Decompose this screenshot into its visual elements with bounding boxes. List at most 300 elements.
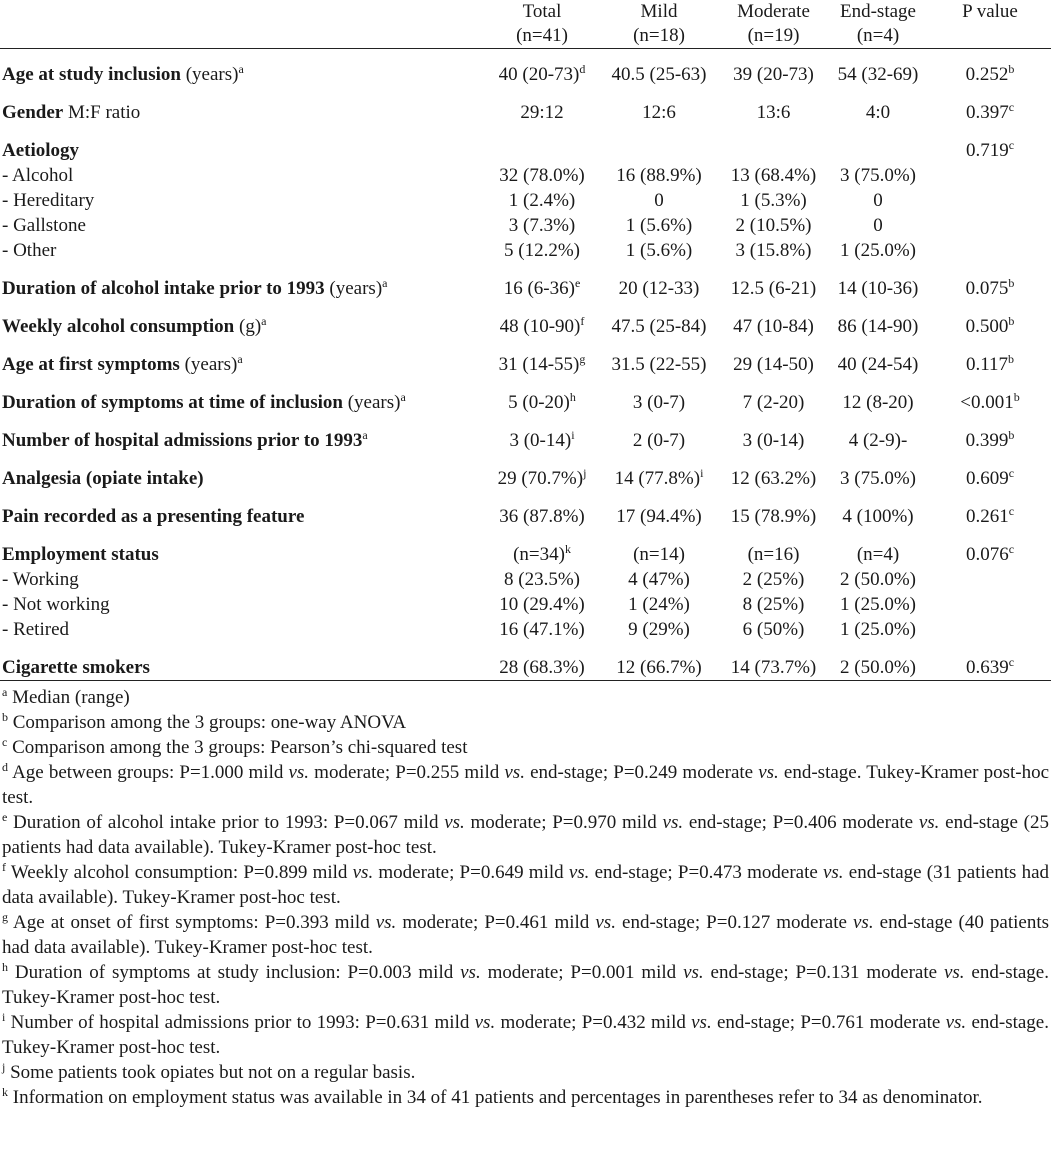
cell-p-value-value: 0.609	[965, 468, 1009, 489]
row-label	[0, 213, 486, 238]
cell-moderate	[720, 238, 827, 263]
cell-moderate	[720, 125, 827, 163]
cell-end-stage	[827, 529, 929, 567]
cell-moderate-value: 12.5 (6-21)	[730, 278, 817, 299]
row-label-bold: Age at study inclusion	[2, 64, 181, 85]
cell-p-value	[929, 415, 1051, 453]
row-label	[0, 529, 486, 567]
cell-total-value: 16 (6-36)	[503, 278, 575, 299]
header-cell-total	[486, 0, 598, 49]
cell-mild-value: 20 (12-33)	[618, 278, 700, 299]
table-row	[0, 415, 1051, 453]
header-count: (n=19)	[747, 25, 800, 46]
footnote-mark: f	[2, 860, 6, 874]
header-cell-p-value	[929, 0, 1051, 49]
cell-p-value-value: 0.399	[965, 430, 1009, 451]
cell-end-stage-value: 14 (10-36)	[837, 278, 919, 299]
cell-p-value-value: 0.117	[965, 354, 1009, 375]
cell-moderate-value: 3 (0-14)	[742, 430, 805, 451]
header-count: (n=41)	[516, 25, 568, 46]
row-label	[0, 567, 486, 592]
cell-moderate	[720, 188, 827, 213]
footnote-mark: a	[2, 685, 8, 699]
header-label: P value	[962, 1, 1018, 22]
cell-p-value-value: 0.639	[965, 657, 1009, 678]
cell-p-value-footnote-mark: c	[1008, 138, 1015, 152]
table-row	[0, 642, 1051, 681]
cell-moderate	[720, 87, 827, 125]
cell-p-value	[929, 125, 1051, 163]
cell-mild	[598, 453, 720, 491]
footnote-mark: i	[2, 1010, 6, 1024]
cell-total	[486, 617, 598, 642]
cell-end-stage-value: 1 (25.0%)	[840, 619, 916, 640]
cell-total	[486, 49, 598, 88]
cell-total	[486, 213, 598, 238]
cell-moderate-value: 7 (2-20)	[742, 392, 805, 413]
cell-total	[486, 415, 598, 453]
cell-total	[486, 491, 598, 529]
table-row	[0, 213, 1051, 238]
table-row	[0, 529, 1051, 567]
footnote-text: Comparison among the 3 groups: one-way ANOVA	[8, 712, 407, 733]
row-label-rest: (years)	[324, 278, 383, 299]
cell-p-value-footnote-mark: b	[1008, 276, 1015, 290]
cell-total-footnote-mark: e	[574, 276, 581, 290]
cell-p-value	[929, 188, 1051, 213]
table-row	[0, 301, 1051, 339]
row-label	[0, 188, 486, 213]
cell-moderate-value: 12 (63.2%)	[730, 468, 817, 489]
cell-total	[486, 87, 598, 125]
header-cell-mild	[598, 0, 720, 49]
cell-moderate	[720, 453, 827, 491]
row-label-footnote-mark: a	[238, 62, 244, 76]
cell-total-value: 10 (29.4%)	[499, 594, 585, 615]
cell-total	[486, 642, 598, 681]
row-label-rest: - Working	[2, 569, 79, 590]
cell-end-stage	[827, 188, 929, 213]
cell-moderate-value: 1 (5.3%)	[740, 190, 807, 211]
footnote-text: Weekly alcohol consumption: P=0.899 mild vs. moderate; P=0.649 mild vs. end-stage; P=0.473 moderate vs. end-stage (31 patients had data available). Tukey-Kramer post-hoc test.	[2, 862, 1049, 908]
cell-end-stage	[827, 263, 929, 301]
table-row	[0, 238, 1051, 263]
row-label	[0, 339, 486, 377]
cell-mild-value: 2 (0-7)	[632, 430, 686, 451]
cell-mild-value: 3 (0-7)	[632, 392, 686, 413]
row-label	[0, 238, 486, 263]
cell-p-value	[929, 491, 1051, 529]
cell-end-stage	[827, 453, 929, 491]
row-label-bold: Aetiology	[2, 140, 80, 161]
cell-moderate	[720, 491, 827, 529]
footnote	[2, 710, 1049, 735]
cell-p-value	[929, 642, 1051, 681]
cell-p-value-value: 0.397	[965, 102, 1009, 123]
footnote	[2, 910, 1049, 960]
footnote-mark: e	[2, 810, 8, 824]
cell-total-value: 3 (0-14)	[509, 430, 572, 451]
cell-total-value: 31 (14-55)	[498, 354, 580, 375]
header-cell-variable	[0, 0, 486, 49]
cell-end-stage-value: 0	[873, 215, 883, 236]
cell-total-value: 16 (47.1%)	[499, 619, 585, 640]
header-label: Moderate	[737, 1, 810, 22]
table-row	[0, 377, 1051, 415]
row-label-footnote-mark: a	[237, 352, 243, 366]
footnotes	[2, 685, 1049, 1110]
cell-p-value	[929, 339, 1051, 377]
cell-p-value	[929, 301, 1051, 339]
header-cell-moderate	[720, 0, 827, 49]
cell-mild-value: 17 (94.4%)	[616, 506, 702, 527]
cell-total-value: 5 (12.2%)	[504, 240, 580, 261]
row-label	[0, 491, 486, 529]
row-label	[0, 453, 486, 491]
cell-moderate-value: 39 (20-73)	[733, 64, 814, 85]
row-label-bold: Cigarette smokers	[2, 657, 150, 678]
cell-total-value: 48 (10-90)	[499, 316, 581, 337]
row-label	[0, 263, 486, 301]
row-label	[0, 592, 486, 617]
header-cell-end-stage	[827, 0, 929, 49]
cell-end-stage-value: 4 (100%)	[842, 506, 914, 527]
cell-total-footnote-mark: k	[564, 542, 571, 556]
footnote-text: Median (range)	[7, 687, 130, 708]
row-label-rest: - Alcohol	[2, 165, 74, 186]
table-row	[0, 453, 1051, 491]
row-label	[0, 87, 486, 125]
cell-total-footnote-mark: d	[579, 62, 586, 76]
cell-p-value-footnote-mark: b	[1008, 352, 1015, 366]
cell-end-stage	[827, 163, 929, 188]
cell-moderate-value: 6 (50%)	[742, 619, 805, 640]
cell-mild	[598, 339, 720, 377]
cell-p-value-value: 0.252	[965, 64, 1009, 85]
cell-end-stage	[827, 642, 929, 681]
cell-end-stage-value: 4 (2-9)-	[848, 430, 908, 451]
cell-end-stage	[827, 339, 929, 377]
row-label-rest: - Gallstone	[2, 215, 86, 236]
cell-moderate-value: 47 (10-84)	[733, 316, 814, 337]
cell-total-value: 29 (70.7%)	[497, 468, 584, 489]
table-row	[0, 339, 1051, 377]
cell-end-stage	[827, 125, 929, 163]
cell-total	[486, 377, 598, 415]
cell-p-value	[929, 529, 1051, 567]
row-label-footnote-mark: a	[261, 314, 267, 328]
cell-end-stage-value: 4:0	[865, 102, 891, 123]
cell-total-value: 5 (0-20)	[508, 392, 570, 413]
cell-p-value-value: 0.500	[965, 316, 1009, 337]
header-label: Mild	[640, 1, 678, 22]
footnote	[2, 960, 1049, 1010]
footnote-mark: c	[2, 735, 8, 749]
row-label-bold: Analgesia (opiate intake)	[2, 468, 204, 489]
cell-p-value	[929, 263, 1051, 301]
table-body	[0, 49, 1051, 681]
cell-p-value-footnote-mark: c	[1008, 466, 1015, 480]
cell-total	[486, 188, 598, 213]
cell-total	[486, 453, 598, 491]
footnote-text: Information on employment status was available in 34 of 41 patients and percentages in parentheses refer to 34 as denominator.	[8, 1087, 983, 1108]
cell-p-value-footnote-mark: b	[1008, 62, 1015, 76]
cell-total-value: 3 (7.3%)	[508, 215, 576, 236]
table-row	[0, 188, 1051, 213]
cell-end-stage	[827, 415, 929, 453]
cell-moderate	[720, 339, 827, 377]
cell-end-stage-value: 2 (50.0%)	[840, 569, 916, 590]
cell-moderate	[720, 301, 827, 339]
cell-p-value	[929, 87, 1051, 125]
cell-p-value	[929, 213, 1051, 238]
cell-total	[486, 301, 598, 339]
cell-total	[486, 592, 598, 617]
cell-mild	[598, 491, 720, 529]
cell-mild	[598, 617, 720, 642]
cell-p-value	[929, 617, 1051, 642]
row-label-rest: - Hereditary	[2, 190, 95, 211]
cell-mild	[598, 301, 720, 339]
header-count: (n=4)	[856, 25, 900, 46]
row-label-rest: - Not working	[2, 594, 110, 615]
cell-mild	[598, 642, 720, 681]
cell-end-stage	[827, 567, 929, 592]
row-label-rest: (g)	[234, 316, 262, 337]
cell-mild-value: 1 (5.6%)	[625, 240, 693, 261]
cell-mild-value: 12:6	[642, 102, 676, 123]
cell-mild	[598, 263, 720, 301]
cell-end-stage-value: 86 (14-90)	[837, 316, 919, 337]
table-row	[0, 49, 1051, 88]
cell-end-stage	[827, 87, 929, 125]
table-header-row	[0, 0, 1051, 49]
cell-moderate	[720, 592, 827, 617]
cell-p-value	[929, 163, 1051, 188]
cell-mild-value: 1 (24%)	[628, 594, 690, 615]
row-label-bold: Number of hospital admissions prior to 1993	[2, 430, 363, 451]
cell-total-value: 36 (87.8%)	[499, 506, 585, 527]
row-label-rest: (years)	[342, 392, 401, 413]
cell-p-value-footnote-mark: b	[1013, 390, 1020, 404]
cell-moderate-value: 14 (73.7%)	[730, 657, 817, 678]
cell-mild	[598, 87, 720, 125]
table-row	[0, 125, 1051, 163]
cell-p-value	[929, 238, 1051, 263]
cell-mild-value: 40.5 (25-63)	[611, 64, 707, 85]
cell-total-value: (n=34)	[513, 544, 565, 565]
table-row	[0, 263, 1051, 301]
cell-mild-value: 9 (29%)	[628, 619, 690, 640]
row-label	[0, 642, 486, 681]
cell-total-value: 40 (20-73)	[498, 64, 580, 85]
row-label-bold: Employment status	[2, 544, 159, 565]
cell-p-value-footnote-mark: c	[1008, 100, 1015, 114]
footnote	[2, 1085, 1049, 1110]
cell-moderate-value: 15 (78.9%)	[730, 506, 817, 527]
row-label	[0, 377, 486, 415]
footnote-mark: d	[2, 760, 8, 774]
cell-moderate	[720, 163, 827, 188]
cell-mild-value: 16 (88.9%)	[616, 165, 702, 186]
cell-mild-value: 31.5 (22-55)	[611, 354, 707, 375]
footnote-text: Age between groups: P=1.000 mild vs. moderate; P=0.255 mild vs. end-stage; P=0.249 moderate vs. end-stage. Tukey-Kramer post-hoc test.	[2, 762, 1050, 808]
cell-p-value-value: 0.076	[965, 544, 1009, 565]
row-label	[0, 125, 486, 163]
footnote	[2, 1060, 1049, 1085]
cell-p-value-value: 0.719	[965, 140, 1009, 161]
row-label-rest: (years)	[180, 64, 239, 85]
footnote-text: Comparison among the 3 groups: Pearson’s chi-squared test	[7, 737, 468, 758]
cell-end-stage	[827, 238, 929, 263]
footnote-text: Age at onset of first symptoms: P=0.393 mild vs. moderate; P=0.461 mild vs. end-stage; P=0.127 moderate vs. end-stage (40 patients had data available). Tukey-Kramer post-hoc test.	[2, 912, 1049, 958]
cell-total-footnote-mark: h	[569, 390, 576, 404]
cell-moderate-value: 29 (14-50)	[733, 354, 814, 375]
cell-moderate	[720, 529, 827, 567]
cell-end-stage	[827, 617, 929, 642]
cell-end-stage-value: 0	[873, 190, 883, 211]
footnote-mark: b	[2, 710, 8, 724]
cell-mild-value: 4 (47%)	[628, 569, 690, 590]
header-label: Total	[522, 1, 562, 22]
cell-total-footnote-mark: f	[580, 314, 585, 328]
cell-end-stage-value: 2 (50.0%)	[840, 657, 916, 678]
row-label-footnote-mark: a	[382, 276, 388, 290]
cell-moderate-value: 2 (10.5%)	[735, 215, 812, 236]
cell-total	[486, 567, 598, 592]
cell-moderate-value: (n=16)	[747, 544, 800, 565]
footnote-text: Duration of symptoms at study inclusion: P=0.003 mild vs. moderate; P=0.001 mild vs. end-stage; P=0.131 moderate vs. end-stage. Tukey-Kramer post-hoc test.	[2, 962, 1049, 1008]
cell-total-value: 1 (2.4%)	[508, 190, 576, 211]
row-label-rest: M:F ratio	[63, 102, 141, 123]
header-count: (n=18)	[633, 25, 685, 46]
cell-p-value-footnote-mark: b	[1008, 314, 1015, 328]
cell-total	[486, 163, 598, 188]
cell-p-value	[929, 49, 1051, 88]
cell-end-stage	[827, 213, 929, 238]
cell-end-stage	[827, 49, 929, 88]
cell-moderate	[720, 213, 827, 238]
cell-end-stage-value: 12 (8-20)	[842, 392, 914, 413]
footnote-mark: h	[2, 960, 8, 974]
cell-moderate	[720, 617, 827, 642]
footnote-mark: k	[2, 1085, 8, 1099]
cell-end-stage-value: 40 (24-54)	[837, 354, 919, 375]
row-label-footnote-mark: a	[400, 390, 406, 404]
footnote	[2, 685, 1049, 710]
cell-total-footnote-mark: j	[583, 466, 587, 480]
table-row	[0, 87, 1051, 125]
cell-end-stage-value: 3 (75.0%)	[840, 468, 916, 489]
table-row	[0, 617, 1051, 642]
cell-mild	[598, 238, 720, 263]
cell-moderate-value: 13:6	[756, 102, 791, 123]
cell-mild	[598, 592, 720, 617]
cell-total	[486, 529, 598, 567]
row-label-bold: Duration of alcohol intake prior to 1993	[2, 278, 325, 299]
cell-p-value-value: 0.075	[965, 278, 1009, 299]
row-label-rest: - Other	[2, 240, 57, 261]
table-row	[0, 163, 1051, 188]
footnote-text: Some patients took opiates but not on a regular basis.	[5, 1062, 416, 1083]
footnote	[2, 735, 1049, 760]
row-label-bold: Weekly alcohol consumption	[2, 316, 235, 337]
cell-mild	[598, 188, 720, 213]
footnote	[2, 1010, 1049, 1060]
footnote-text: Number of hospital admissions prior to 1993: P=0.631 mild vs. moderate; P=0.432 mild vs. end-stage; P=0.761 moderate vs. end-stage. Tukey-Kramer post-hoc test.	[2, 1012, 1049, 1058]
footnote	[2, 810, 1049, 860]
table-row	[0, 567, 1051, 592]
row-label-bold: Age at first symptoms	[2, 354, 180, 375]
cell-end-stage-value: 3 (75.0%)	[840, 165, 916, 186]
cell-p-value-footnote-mark: c	[1008, 542, 1015, 556]
cell-moderate	[720, 263, 827, 301]
cell-moderate	[720, 415, 827, 453]
cell-moderate-value: 2 (25%)	[742, 569, 805, 590]
cell-p-value	[929, 453, 1051, 491]
cell-moderate	[720, 567, 827, 592]
cell-total	[486, 339, 598, 377]
cell-moderate	[720, 642, 827, 681]
cell-p-value	[929, 567, 1051, 592]
header-label: End-stage	[840, 1, 916, 22]
cell-mild-footnote-mark: i	[700, 466, 704, 480]
row-label-bold: Pain recorded as a presenting feature	[2, 506, 305, 527]
row-label-rest: (years)	[179, 354, 238, 375]
cell-mild	[598, 125, 720, 163]
cell-total-footnote-mark: g	[579, 352, 586, 366]
cell-end-stage	[827, 491, 929, 529]
cell-mild-value: 14 (77.8%)	[614, 468, 701, 489]
cell-p-value	[929, 592, 1051, 617]
cell-mild	[598, 567, 720, 592]
cell-total-value: 28 (68.3%)	[499, 657, 585, 678]
row-label	[0, 617, 486, 642]
cell-total-value: 8 (23.5%)	[504, 569, 580, 590]
cell-end-stage	[827, 592, 929, 617]
cell-total-footnote-mark: i	[571, 428, 575, 442]
cell-total-value: 32 (78.0%)	[499, 165, 585, 186]
row-label	[0, 49, 486, 88]
cell-total	[486, 238, 598, 263]
cell-mild-value: 47.5 (25-84)	[611, 316, 707, 337]
row-label-bold: Gender	[2, 102, 64, 123]
cell-end-stage	[827, 301, 929, 339]
footnote-mark: j	[2, 1060, 6, 1074]
cell-end-stage-value: 1 (25.0%)	[840, 240, 916, 261]
footnote-text: Duration of alcohol intake prior to 1993: P=0.067 mild vs. moderate; P=0.970 mild vs. end-stage; P=0.406 moderate vs. end-stage (25 patients had data available). Tukey-Kramer post-hoc test.	[2, 812, 1049, 858]
cell-end-stage	[827, 377, 929, 415]
cell-moderate	[720, 377, 827, 415]
cell-mild	[598, 529, 720, 567]
row-label	[0, 163, 486, 188]
cell-p-value-footnote-mark: c	[1008, 655, 1015, 669]
row-label	[0, 415, 486, 453]
cell-p-value-value: <0.001	[960, 392, 1014, 413]
cell-total	[486, 125, 598, 163]
cell-p-value-footnote-mark: b	[1008, 428, 1015, 442]
cell-total-value: 29:12	[520, 102, 564, 123]
row-label-bold: Duration of symptoms at time of inclusion	[2, 392, 343, 413]
footnote	[2, 860, 1049, 910]
cell-moderate-value: 13 (68.4%)	[730, 165, 817, 186]
cell-end-stage-value: 54 (32-69)	[837, 64, 919, 85]
cell-mild	[598, 415, 720, 453]
cell-mild-value: 0	[654, 190, 664, 211]
cell-mild	[598, 377, 720, 415]
cell-mild-value: 12 (66.7%)	[616, 657, 702, 678]
cell-total	[486, 263, 598, 301]
